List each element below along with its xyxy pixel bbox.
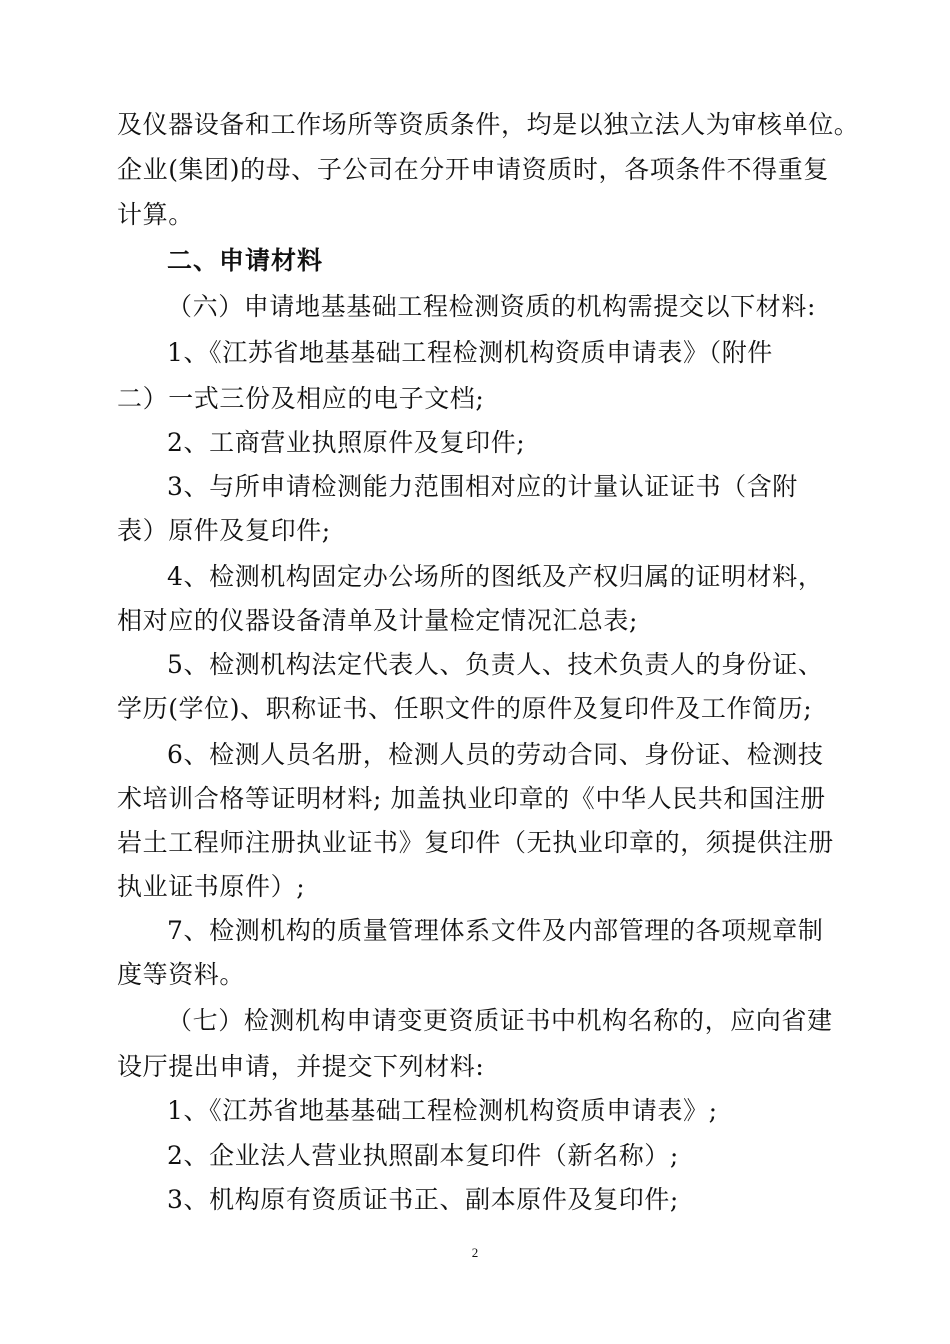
body-line: 计算。 <box>117 200 194 229</box>
body-line: 学历(学位)、职称证书、任职文件的原件及复印件及工作简历; <box>117 694 813 723</box>
list-item: 7、检测机构的质量管理体系文件及内部管理的各项规章制 <box>167 916 824 945</box>
body-line: 执业证书原件）; <box>117 872 306 901</box>
body-line: 企业(集团)的母、子公司在分开申请资质时，各项条件不得重复 <box>117 155 829 184</box>
list-item: 3、与所申请检测能力范围相对应的计量认证证书（含附 <box>167 472 798 501</box>
list-item: 2、企业法人营业执照副本复印件（新名称）; <box>167 1141 679 1170</box>
list-item: 1、《江苏省地基基础工程检测机构资质申请表》（附件 <box>167 338 773 367</box>
body-line: 二）一式三份及相应的电子文档; <box>117 384 485 413</box>
body-line: 度等资料。 <box>117 960 246 989</box>
section-heading: 二、申请材料 <box>167 246 324 275</box>
body-line: 岩土工程师注册执业证书》复印件（无执业印章的，须提供注册 <box>117 828 834 857</box>
body-line: 及仪器设备和工作场所等资质条件，均是以独立法人为审核单位。 <box>117 110 860 139</box>
body-line: 术培训合格等证明材料; 加盖执业印章的《中华人民共和国注册 <box>117 784 826 813</box>
body-line: 表）原件及复印件; <box>117 516 331 545</box>
list-item: 3、机构原有资质证书正、副本原件及复印件; <box>167 1185 679 1214</box>
list-item: 5、检测机构法定代表人、负责人、技术负责人的身份证、 <box>167 650 824 679</box>
body-line: 设厅提出申请，并提交下列材料: <box>117 1052 485 1081</box>
list-item: 6、检测人员名册，检测人员的劳动合同、身份证、检测技 <box>167 740 824 769</box>
list-item: 1、《江苏省地基基础工程检测机构资质申请表》; <box>167 1096 718 1125</box>
body-line: （七）检测机构申请变更资质证书中机构名称的，应向省建 <box>167 1006 833 1035</box>
body-line: （六）申请地基基础工程检测资质的机构需提交以下材料: <box>167 292 817 321</box>
page-number: 2 <box>471 1245 479 1260</box>
list-item: 4、检测机构固定办公场所的图纸及产权归属的证明材料， <box>167 562 824 591</box>
body-line: 相对应的仪器设备清单及计量检定情况汇总表; <box>117 606 639 635</box>
list-item: 2、工商营业执照原件及复印件; <box>167 428 526 457</box>
